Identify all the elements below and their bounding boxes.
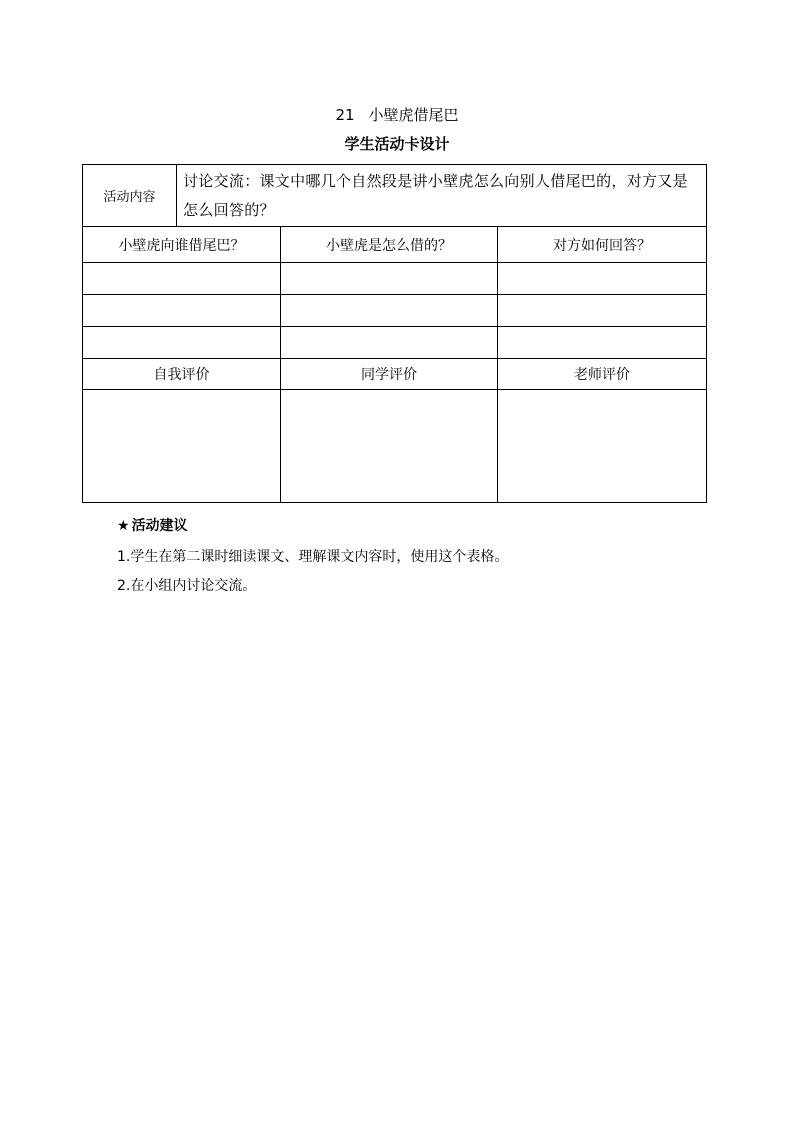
suggestion-item: 1.学生在第二课时细读课文、理解课文内容时，使用这个表格。 [117,549,509,565]
answer-cell[interactable] [498,263,707,295]
activity-row [83,165,707,227]
eval-cell-teacher[interactable] [498,390,707,503]
question-col-who: 小壁虎向谁借尾巴？ [83,227,281,263]
star-icon: ★ [117,518,130,534]
evaluation-row [83,390,707,503]
eval-col-peer: 同学评价 [281,359,498,390]
question-header-row [83,227,707,263]
answer-cell[interactable] [83,295,281,327]
lesson-number: 21 [335,106,355,124]
card-subtitle: 学生活动卡设计 [344,135,450,153]
answer-row [83,295,707,327]
lesson-title-text: 小壁虎借尾巴 [368,106,459,124]
answer-cell[interactable] [281,327,498,359]
answer-cell[interactable] [281,263,498,295]
activity-label: 活动内容 [83,165,177,227]
answer-row [83,327,707,359]
answer-cell[interactable] [281,295,498,327]
question-col-how: 小壁虎是怎么借的？ [281,227,498,263]
eval-cell-self[interactable] [83,390,281,503]
answer-cell[interactable] [83,263,281,295]
question-col-reply: 对方如何回答？ [498,227,707,263]
answer-cell[interactable] [83,327,281,359]
answer-cell[interactable] [498,295,707,327]
eval-col-self: 自我评价 [83,359,281,390]
suggestion-item: 2.在小组内讨论交流。 [117,578,257,594]
lesson-title [0,104,794,126]
evaluation-header-row [83,359,707,390]
activity-card-table [82,164,707,503]
activity-suggestions [117,514,508,596]
suggestions-heading [117,514,508,538]
suggestions-heading-text: 活动建议 [131,518,188,534]
eval-col-teacher: 老师评价 [498,359,707,390]
activity-content: 讨论交流：课文中哪几个自然段是讲小壁虎怎么向别人借尾巴的，对方又是怎么回答的？ [177,165,707,227]
answer-row [83,263,707,295]
eval-cell-peer[interactable] [281,390,498,503]
answer-cell[interactable] [498,327,707,359]
